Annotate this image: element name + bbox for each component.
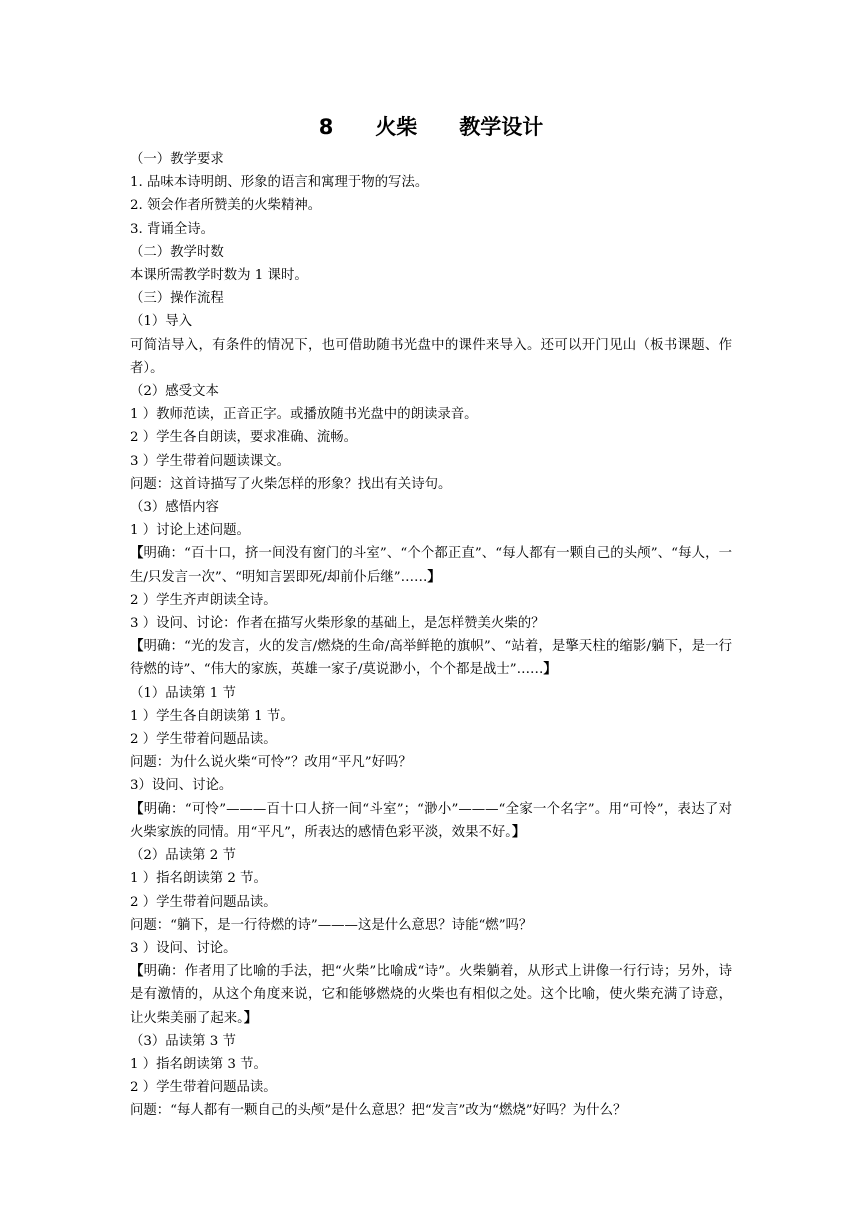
body-paragraph: 【明确：作者用了比喻的手法，把“火柴”比喻成“诗”。火柴躺着，从形式上讲像一行行诗；另外，诗是有激情的，从这个角度来说，它和能够燃烧的火柴也有相似之处。这个比喻，使火柴充满了诗意，让火柴美丽了起来。】: [130, 963, 732, 1026]
answer-marker: 【: [130, 800, 144, 817]
body-line: 2. 领会作者所赞美的火柴精神。: [130, 198, 322, 214]
body-line: （三）操作流程: [130, 291, 224, 307]
document-title: 8 火柴 教学设计: [318, 115, 544, 139]
answer-marker-end: 】: [243, 1009, 258, 1026]
body-line: 2 ）学生齐声朗读全诗。: [130, 592, 277, 608]
answer-marker: 【: [130, 963, 144, 980]
document-body: [130, 148, 732, 1123]
body-line: （2）感受文本: [130, 384, 219, 400]
body-line: 2 ）学生带着问题品读。: [130, 894, 277, 910]
body-paragraph: 可简洁导入，有条件的情况下，也可借助随书光盘中的课件来导入。还可以开门见山（板书课题、作者）。: [130, 337, 732, 376]
body-line: 3 ）学生带着问题读课文。: [130, 453, 291, 469]
body-line: 1 ）指名朗读第 2 节。: [130, 871, 267, 887]
body-line: 2 ）学生各自朗读，要求准确、流畅。: [130, 430, 358, 446]
body-line: 本课所需教学时数为 1 课时。: [130, 268, 308, 284]
answer-marker: 【: [130, 545, 144, 562]
answer-marker: 【: [130, 638, 144, 655]
body-paragraph: 【明确：“百十口，挤一间没有窗门的斗室”、“个个都正直”、“每人都有一颗自己的头颅”、“每人，一生/只发言一次”、“明知言罢即死/却前仆后继”……】: [130, 545, 732, 585]
answer-marker-end: 】: [511, 823, 526, 840]
body-line: 1. 品味本诗明朗、形象的语言和寓理于物的写法。: [130, 175, 429, 191]
body-line: （二）教学时数: [130, 244, 224, 260]
body-line: 问题：为什么说火柴“可怜”？改用“平凡”好吗？: [130, 755, 412, 771]
body-line: 1 ）教师范读，正音正字。或播放随书光盘中的朗读录音。: [130, 407, 478, 423]
body-line: 问题：“躺下，是一行待燃的诗”———这是什么意思？诗能“燃”吗？: [130, 917, 533, 933]
body-line: （1）导入: [130, 314, 193, 330]
body-line: （1）品读第 1 节: [130, 685, 236, 701]
body-line: 1 ）指名朗读第 3 节。: [130, 1056, 267, 1072]
body-line: （一）教学要求: [130, 152, 224, 167]
body-line: 3 ）设问、讨论：作者在描写火柴形象的基础上，是怎样赞美火柴的？: [130, 616, 545, 632]
body-line: （3）感悟内容: [130, 500, 219, 516]
body-line: 问题：“每人都有一颗自己的头颅”是什么意思？把“发言”改为“燃烧”好吗？为什么？: [130, 1103, 627, 1119]
body-line: （3）品读第 3 节: [130, 1033, 236, 1049]
answer-marker-end: 】: [427, 568, 441, 585]
body-paragraph: 【明确：“可怜”———百十口人挤一间“斗室”；“渺小”———“全家一个名字”。用“可怜”，表达了对火柴家族的同情。用“平凡”，所表达的感情色彩平淡，效果不好。】: [130, 800, 732, 840]
body-line: 1 ）学生各自朗读第 1 节。: [130, 708, 294, 724]
body-line: 问题：这首诗描写了火柴怎样的形象？找出有关诗句。: [130, 476, 452, 492]
document-page: [130, 112, 732, 1123]
body-line: 3. 背诵全诗。: [130, 221, 214, 237]
body-line: 3 ）设问、讨论。: [130, 940, 237, 956]
body-line: 2 ）学生带着问题品读。: [130, 1080, 277, 1096]
body-line: 1 ）讨论上述问题。: [130, 523, 250, 539]
body-paragraph: 【明确：“光的发言，火的发言/燃烧的生命/高举鲜艳的旗帜”、“站着，是擎天柱的缩影/躺下，是一行待燃的诗”、“伟大的家族，英雄一家子/莫说渺小，个个都是战士”……】: [130, 638, 732, 678]
body-line: 3）设问、讨论。: [130, 778, 233, 794]
answer-marker-end: 】: [543, 661, 557, 678]
body-line: 2 ）学生带着问题品读。: [130, 732, 277, 748]
body-line: （2）品读第 2 节: [130, 848, 236, 864]
